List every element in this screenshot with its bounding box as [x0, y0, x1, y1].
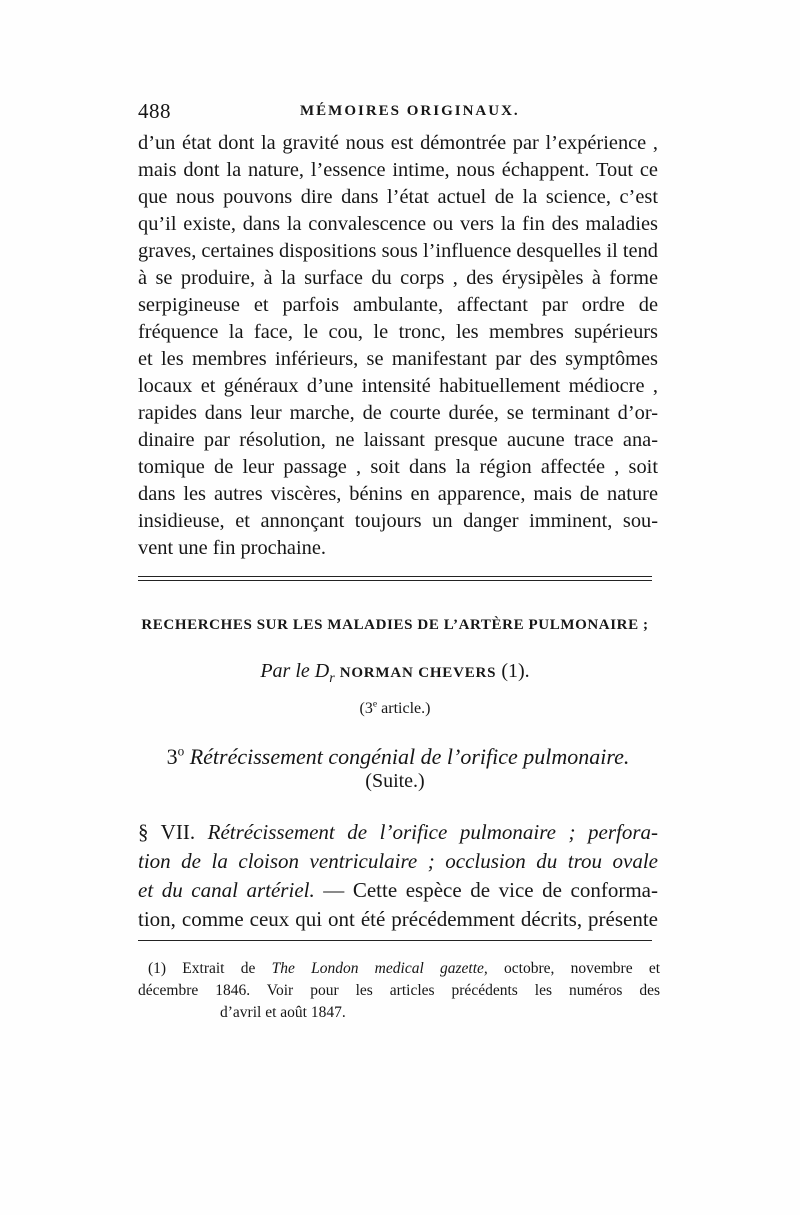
footnote-journal: The London medical gazette, [271, 960, 488, 977]
italic-heading: Rétrécissement de l’orifice pulmonaire ; perfora- [207, 820, 658, 844]
text-line: insidieuse, et annonçant toujours un danger imminent, sou- [138, 510, 658, 532]
text-line: d’un état dont la gravité nous est démontrée par l’expérience , [138, 132, 658, 154]
text-line: que nous pouvons dire dans l’état actuel de la science, c’est [138, 186, 658, 208]
page-number: 488 [138, 99, 171, 123]
running-title: MÉMOIRES ORIGINAUX. [300, 103, 520, 119]
section-number: 3 [166, 744, 178, 769]
text-line: rapides dans leur marche, de courte durée, se terminant d’or- [138, 402, 658, 424]
text-line [138, 818, 658, 847]
footnote-rule [138, 940, 652, 941]
text-line: tion de la cloison ventriculaire ; occlusion du trou ovale [138, 849, 658, 873]
author-footnote-ref: (1). [501, 660, 530, 682]
article-number [138, 700, 652, 718]
text-line: graves, certaines dispositions sous l’influence desquelles il tend [138, 240, 658, 262]
author-prefix-sub: r [329, 671, 335, 686]
italic-heading-end: et du canal artériel. [138, 878, 315, 902]
section-marker: § VII. [138, 820, 208, 844]
text-line: locaux et généraux d’une intensité habituellement médiocre , [138, 375, 658, 397]
paragraph-section-vii [138, 818, 658, 934]
article-number-rest: article.) [377, 700, 431, 717]
author-line [138, 660, 652, 686]
text-line: et les membres inférieurs, se manifestant par des symptômes [138, 348, 658, 370]
text-line: dinaire par résolution, ne laissant presque aucune trace ana- [138, 429, 658, 451]
text-run: — Cette espèce de vice de conforma- [314, 878, 658, 902]
paragraph-continued [138, 130, 658, 562]
author-prefix: Par le D [260, 660, 330, 682]
double-rule-top [138, 576, 652, 577]
double-rule-bottom [138, 580, 652, 581]
section-number-sup: o [177, 743, 185, 759]
text-line: tomique de leur passage , soit dans la région affectée , soit [138, 456, 658, 478]
text-line: tion, comme ceux qui ont été précédemment décrits, présente [138, 907, 658, 931]
footnote-line [148, 958, 660, 980]
footnote [138, 958, 661, 1024]
text-line: qu’il existe, dans la convalescence ou vers la fin des maladies [138, 213, 658, 235]
text-line: serpigineuse et parfois ambulante, affectant par ordre de [138, 294, 658, 316]
section-heading [138, 744, 658, 770]
text-line: mais dont la nature, l’essence intime, nous échappent. Tout ce [138, 159, 658, 181]
article-number-sup: e [372, 698, 378, 710]
text-line [138, 876, 658, 905]
author-name: NORMAN CHEVERS [339, 665, 497, 681]
section-suite: (Suite.) [365, 770, 425, 792]
footnote-line: d’avril et août 1847. [220, 1004, 346, 1021]
text-line: vent une fin prochaine. [138, 537, 326, 559]
text-line: à se produire, à la surface du corps , des érysipèles à forme [138, 267, 658, 289]
text-line: fréquence la face, le cou, le tronc, les membres supérieurs [138, 321, 658, 343]
footnote-line: décembre 1846. Voir pour les articles précédents les numéros des [138, 982, 660, 999]
text-line: dans les autres viscères, bénins en apparence, mais de nature [138, 483, 658, 505]
article-title: RECHERCHES SUR LES MALADIES DE L’ARTÈRE PULMONAIRE ; [141, 617, 649, 633]
article-number-num: (3 [359, 700, 373, 717]
footnote-text: (1) Extrait de [148, 960, 272, 977]
footnote-text: octobre, novembre et [487, 960, 661, 977]
section-title: Rétrécissement congénial de l’orifice pulmonaire. [184, 744, 630, 769]
